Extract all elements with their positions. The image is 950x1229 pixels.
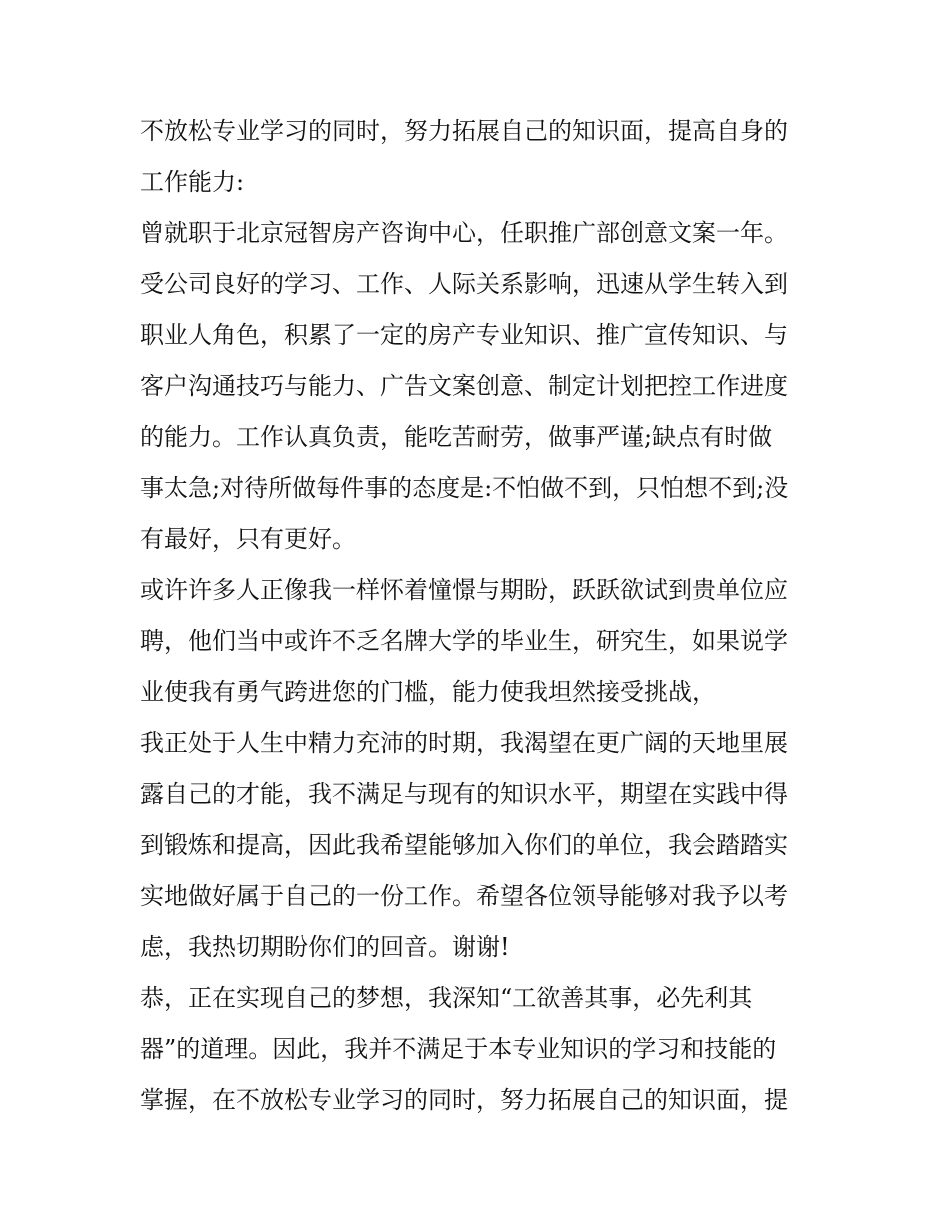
body-text: [140, 106, 820, 1126]
text-line-9: 有最好，只有更好。: [140, 525, 356, 553]
text-line-15: 到锻炼和提高，因此我希望能够加入你们的单位，我会踏踏实: [140, 831, 788, 859]
text-line-7: 的能力。工作认真负责，能吃苦耐劳，做事严谨;缺点有时做: [140, 423, 773, 451]
text-line-3: 曾就职于北京冠智房产咨询中心，任职推广部创意文案一年。: [140, 219, 788, 247]
text-line-14: 露自己的才能，我不满足与现有的知识水平，期望在实践中得: [140, 780, 788, 808]
text-line-18: 恭，正在实现自己的梦想，我深知“工欲善其事，必先利其: [140, 984, 753, 1012]
text-line-10: 或许许多人正像我一样怀着憧憬与期盼，跃跃欲试到贵单位应: [140, 576, 788, 604]
text-line-2: 工作能力:: [140, 168, 245, 196]
text-line-19: 器”的道理。因此，我并不满足于本专业知识的学习和技能的: [140, 1035, 777, 1063]
text-line-17: 虑，我热切期盼你们的回音。谢谢!: [140, 933, 510, 961]
text-line-16: 实地做好属于自己的一份工作。希望各位领导能够对我予以考: [140, 882, 788, 910]
text-line-8: 事太急;对待所做每件事的态度是:不怕做不到，只怕想不到;没: [140, 474, 789, 502]
text-line-4: 受公司良好的学习、工作、人际关系影响，迅速从学生转入到: [140, 270, 788, 298]
text-line-20: 掌握，在不放松专业学习的同时，努力拓展自己的知识面，提: [140, 1086, 788, 1114]
text-line-6: 客户沟通技巧与能力、广告文案创意、制定计划把控工作进度: [140, 372, 788, 400]
text-line-12: 业使我有勇气跨进您的门槛，能力使我坦然接受挑战，: [140, 678, 716, 706]
text-line-5: 职业人角色，积累了一定的房产专业知识、推广宣传知识、与: [140, 321, 788, 349]
text-line-1: 不放松专业学习的同时，努力拓展自己的知识面，提高自身的: [140, 117, 788, 145]
text-line-11: 聘，他们当中或许不乏名牌大学的毕业生，研究生，如果说学: [140, 627, 788, 655]
text-line-13: 我正处于人生中精力充沛的时期，我渴望在更广阔的天地里展: [140, 729, 788, 757]
